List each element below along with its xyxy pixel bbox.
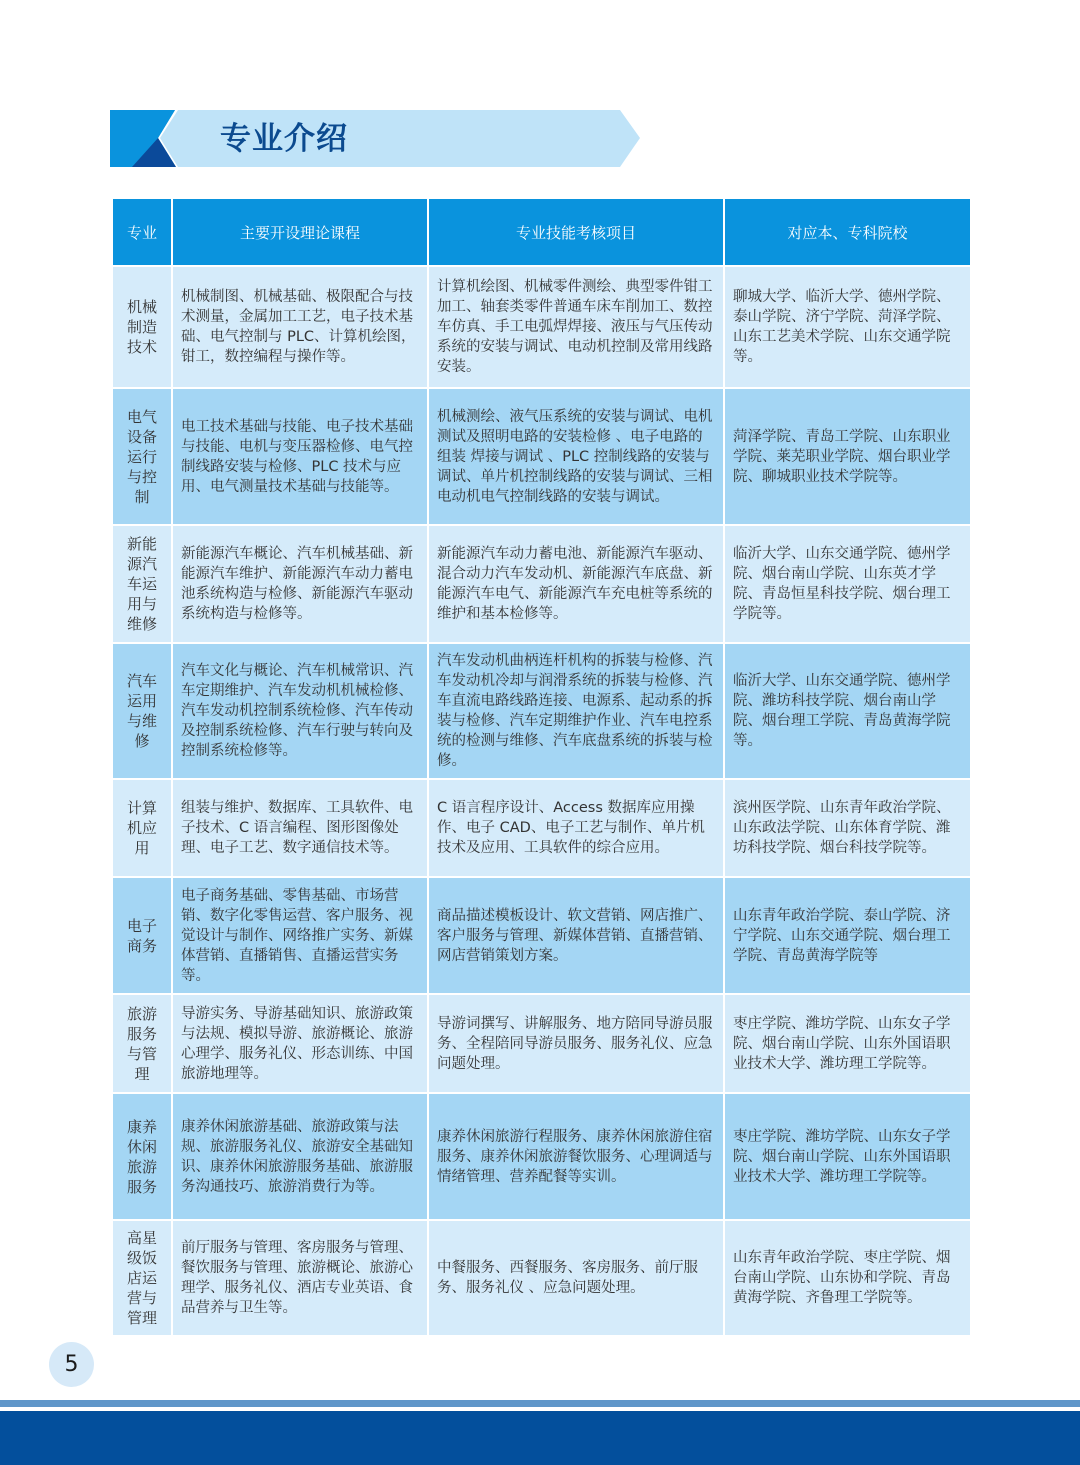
major-cell: 机械制造技术: [112, 266, 172, 388]
skills-cell: 汽车发动机曲柄连杆机构的拆装与检修、汽车发动机冷却与润滑系统的拆装与检修、汽车直流电路线路连接、电源系、起动系的拆装与检修、汽车定期维护作业、汽车电控系统的检测与维修、汽车底盘系统的拆装与检修。: [428, 643, 724, 779]
schools-cell: 山东青年政治学院、枣庄学院、烟台南山学院、山东协和学院、青岛黄海学院、齐鲁理工学院等。: [724, 1220, 971, 1336]
courses-cell: 新能源汽车概论、汽车机械基础、新能源汽车维护、新能源汽车动力蓄电池系统构造与检修、新能源汽车驱动系统构造与检修等。: [172, 525, 428, 643]
courses-cell: 机械制图、机械基础、极限配合与技术测量，金属加工工艺，电子技术基础、电气控制与 PLC、计算机绘图，钳工，数控编程与操作等。: [172, 266, 428, 388]
courses-cell: 导游实务、导游基础知识、旅游政策与法规、模拟导游、旅游概论、旅游心理学、服务礼仪、形态训练、中国旅游地理等。: [172, 994, 428, 1093]
courses-cell: 康养休闲旅游基础、旅游政策与法规、旅游服务礼仪、旅游安全基础知识、康养休闲旅游服务基础、旅游服务沟通技巧、旅游消费行为等。: [172, 1093, 428, 1220]
courses-cell: 电子商务基础、零售基础、市场营销、数字化零售运营、客户服务、视觉设计与制作、网络推广实务、新媒体营销、直播销售、直播运营实务等。: [172, 877, 428, 994]
banner-shape-icon: [110, 110, 640, 167]
schools-cell: 临沂大学、山东交通学院、德州学院、潍坊科技学院、烟台南山学院、烟台理工学院、青岛黄海学院等。: [724, 643, 971, 779]
table-row: [112, 1220, 971, 1336]
table-row: [112, 643, 971, 779]
page-number-badge: 5: [49, 1342, 94, 1387]
table-header-row: [112, 198, 971, 266]
major-cell: 电子商务: [112, 877, 172, 994]
schools-cell: 菏泽学院、青岛工学院、山东职业学院、莱芜职业学院、烟台职业学院、聊城职业技术学院等。: [724, 388, 971, 525]
skills-cell: 康养休闲旅游行程服务、康养休闲旅游住宿服务、康养休闲旅游餐饮服务、心理调适与情绪管理、营养配餐等实训。: [428, 1093, 724, 1220]
footer-stripe-light: [0, 1400, 1080, 1407]
major-cell: 高星级饭店运营与管理: [112, 1220, 172, 1336]
skills-cell: 计算机绘图、机械零件测绘、典型零件钳工加工、轴套类零件普通车床车削加工、数控车仿真、手工电弧焊焊接、液压与气压传动系统的安装与调试、电动机控制及常用线路安装。: [428, 266, 724, 388]
courses-cell: 前厅服务与管理、客房服务与管理、餐饮服务与管理、旅游概论、旅游心理学、服务礼仪、酒店专业英语、食品营养与卫生等。: [172, 1220, 428, 1336]
courses-cell: 汽车文化与概论、汽车机械常识、汽车定期维护、汽车发动机机械检修、汽车发动机控制系统检修、汽车传动及控制系统检修、汽车行驶与转向及控制系统检修等。: [172, 643, 428, 779]
major-cell: 旅游服务与管理: [112, 994, 172, 1093]
courses-cell: 电工技术基础与技能、电子技术基础与技能、电机与变压器检修、电气控制线路安装与检修、PLC 技术与应用、电气测量技术基础与技能等。: [172, 388, 428, 525]
page-title: 专业介绍: [220, 121, 348, 157]
skills-cell: 商品描述模板设计、软文营销、网店推广、客户服务与管理、新媒体营销、直播营销、网店营销策划方案。: [428, 877, 724, 994]
schools-cell: 聊城大学、临沂大学、德州学院、泰山学院、济宁学院、菏泽学院、山东工艺美术学院、山东交通学院等。: [724, 266, 971, 388]
schools-cell: 临沂大学、山东交通学院、德州学院、烟台南山学院、山东英才学院、青岛恒星科技学院、烟台理工学院等。: [724, 525, 971, 643]
majors-table: [111, 197, 972, 1337]
schools-cell: 山东青年政治学院、泰山学院、济宁学院、山东交通学院、烟台理工学院、青岛黄海学院等: [724, 877, 971, 994]
table-row: [112, 388, 971, 525]
header-skills: 专业技能考核项目: [428, 198, 724, 266]
table-row: [112, 994, 971, 1093]
schools-cell: 枣庄学院、潍坊学院、山东女子学院、烟台南山学院、山东外国语职业技术大学、潍坊理工学院等。: [724, 994, 971, 1093]
skills-cell: 机械测绘、液气压系统的安装与调试、电机测试及照明电路的安装检修 、电子电路的组装 焊接与调试 、PLC 控制线路的安装与调试、单片机控制线路的安装与调试、三相电动机电气控制线路的安装与调试。: [428, 388, 724, 525]
footer-stripe-dark: [0, 1411, 1080, 1465]
table-row: [112, 525, 971, 643]
schools-cell: 滨州医学院、山东青年政治学院、山东政法学院、山东体育学院、潍坊科技学院、烟台科技学院等。: [724, 779, 971, 877]
header-major: 专业: [112, 198, 172, 266]
major-cell: 新能源汽车运用与维修: [112, 525, 172, 643]
skills-cell: 导游词撰写、讲解服务、地方陪同导游员服务、全程陪同导游员服务、服务礼仪、应急问题处理。: [428, 994, 724, 1093]
major-cell: 电气设备运行与控制: [112, 388, 172, 525]
major-cell: 汽车运用与维修: [112, 643, 172, 779]
skills-cell: 新能源汽车动力蓄电池、新能源汽车驱动、混合动力汽车发动机、新能源汽车底盘、新能源汽车电气、新能源汽车充电桩等系统的维护和基本检修等。: [428, 525, 724, 643]
schools-cell: 枣庄学院、潍坊学院、山东女子学院、烟台南山学院、山东外国语职业技术大学、潍坊理工学院等。: [724, 1093, 971, 1220]
skills-cell: 中餐服务、西餐服务、客房服务、前厅服务、服务礼仪 、应急问题处理。: [428, 1220, 724, 1336]
table-row: [112, 779, 971, 877]
header-schools: 对应本、专科院校: [724, 198, 971, 266]
table-row: [112, 877, 971, 994]
major-cell: 康养休闲旅游服务: [112, 1093, 172, 1220]
table-row: [112, 266, 971, 388]
section-title-banner: [110, 110, 640, 167]
header-courses: 主要开设理论课程: [172, 198, 428, 266]
courses-cell: 组装与维护、数据库、工具软件、电子技术、C 语言编程、图形图像处理、电子工艺、数字通信技术等。: [172, 779, 428, 877]
major-cell: 计算机应用: [112, 779, 172, 877]
table-row: [112, 1093, 971, 1220]
skills-cell: C 语言程序设计、Access 数据库应用操作、电子 CAD、电子工艺与制作、单片机技术及应用、工具软件的综合应用。: [428, 779, 724, 877]
